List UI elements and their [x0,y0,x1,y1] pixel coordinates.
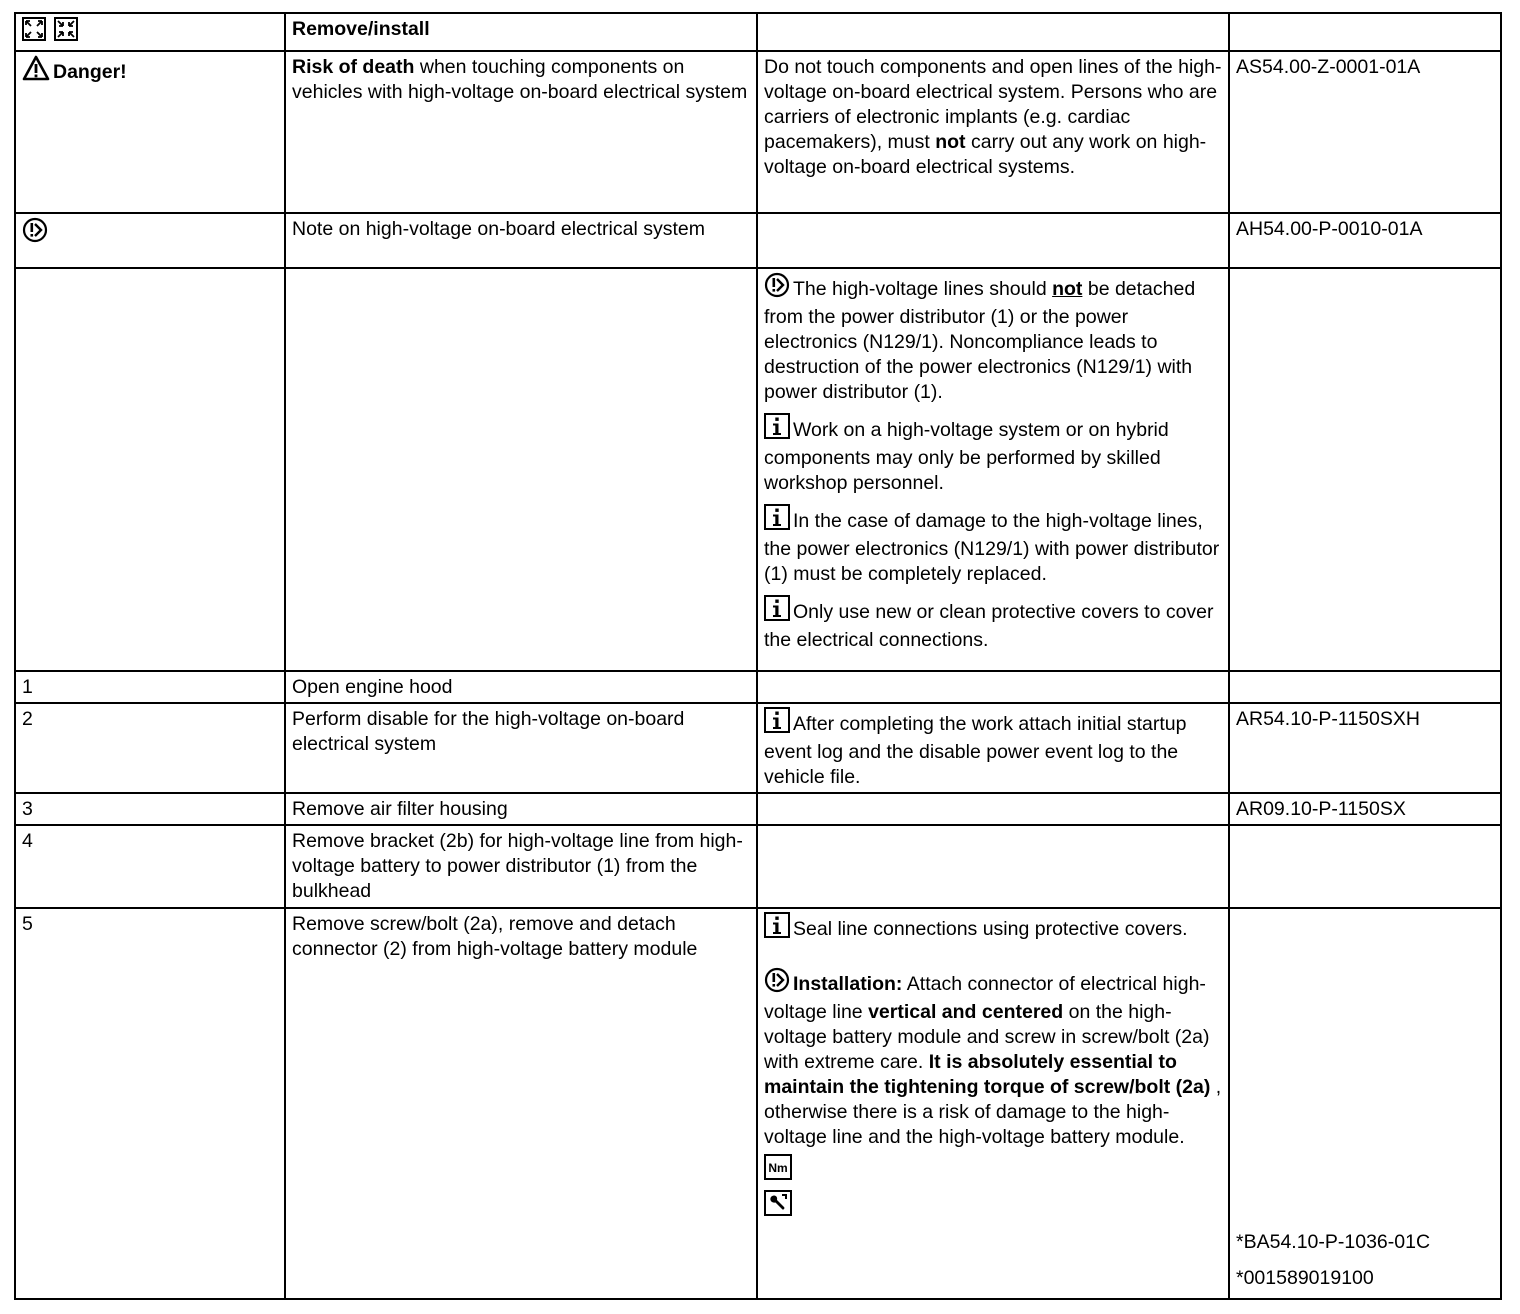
torque-ref[interactable]: *BA54.10-P-1036-01C [1236,1231,1431,1253]
danger-risk-cell [285,51,757,213]
note-1-text-b: be detached from the power distributor (1) or the power electronics (N129/1). Noncompliance leads to destruction of the power electronics (N129/1) with power distributor (1). [764,278,1196,403]
header-icons-cell [15,13,285,51]
note-info-4 [764,595,1222,653]
installation-label: Installation: [793,973,903,995]
torque-row [764,1154,1222,1190]
warning-triangle-icon [22,55,50,88]
procedure-table [14,12,1502,1300]
danger-label-cell [15,51,285,213]
table-row [15,671,1501,703]
step-number: 3 [15,793,285,825]
table-row [15,793,1501,825]
action-text-2: carry out any work on high-voltage on-board electrical systems. [764,131,1207,178]
note-info-2 [764,413,1222,496]
note-caution [764,272,1222,405]
installation-bold-2: It is absolutely essential to maintain the tightening torque of screw/bolt (2a) [764,1051,1211,1098]
step-number: 2 [15,703,285,793]
action-not: not [935,131,966,153]
step-text: Remove bracket (2b) for high-voltage line from high-voltage battery to power distributor (1) from the bulkhead [285,825,757,908]
spacer [764,945,1222,967]
step-text: Perform disable for the high-voltage on-board electrical system [285,703,757,793]
risk-bold: Risk of death [292,56,415,78]
hv-note-icon-cell [15,213,285,268]
note-1-text-a: The high-voltage lines should [793,278,1047,300]
risk-text: when touching components on vehicles with high-voltage on-board electrical system [292,56,748,103]
info-icon [764,504,790,537]
note-2-text: Work on a high-voltage system or on hybrid components may only be performed by skilled workshop personnel. [764,419,1169,494]
torque-icon-label: Nm [768,1161,788,1175]
step-text: Open engine hood [285,671,757,703]
step-5-ref-cell [1229,908,1501,1299]
installation-text-2: on the high-voltage battery module and screw in screw/bolt (2a) with extreme care. [764,1001,1210,1073]
step-number: 1 [15,671,285,703]
header-row [15,13,1501,51]
step-text: Remove screw/bolt (2a), remove and detach connector (2) from high-voltage battery module [285,908,757,1299]
hv-note-row [15,213,1501,268]
step-note [757,703,1229,793]
torque-nm-icon[interactable] [764,1154,792,1187]
installation-note [764,967,1222,1150]
danger-row [15,51,1501,213]
info-icon [764,413,790,446]
step-note [757,671,1229,703]
info-icon [764,595,790,628]
hv-note-empty [757,213,1229,268]
step-note [757,825,1229,908]
caution-circle-icon [22,217,48,250]
step-number: 4 [15,825,285,908]
tool-icon[interactable] [764,1190,792,1223]
notes-cell [757,268,1229,671]
table-row [15,825,1501,908]
step-number: 5 [15,908,285,1299]
step-5-note-cell [757,908,1229,1299]
seal-text: Seal line connections using protective covers. [793,918,1188,940]
installation-text-1: Attach connector of electrical high-voltage line [764,973,1206,1023]
notes-row [15,268,1501,671]
table-row [15,703,1501,793]
note-info-3 [764,504,1222,587]
notes-empty-2 [285,268,757,671]
info-icon [764,912,790,945]
info-icon [764,707,790,740]
step-ref[interactable]: AR54.10-P-1150SXH [1229,703,1501,793]
table-row [15,908,1501,1299]
hv-note-text: Note on high-voltage on-board electrical system [285,213,757,268]
step-ref [1229,671,1501,703]
danger-label: Danger! [53,61,127,83]
note-3-text: In the case of damage to the high-voltage lines, the power electronics (N129/1) with power distributor (1) must be completely replaced. [764,510,1220,585]
step-5-seal-note [764,912,1222,945]
expand-icon[interactable] [22,17,46,48]
note-1-not: not [1052,278,1083,300]
header-title: Remove/install [285,13,757,51]
header-empty-3 [757,13,1229,51]
step-note [757,793,1229,825]
step-ref[interactable]: AR09.10-P-1150SX [1229,793,1501,825]
installation-text-3: , otherwise there is a risk of damage to the high-voltage line and the high-voltage battery module. [764,1076,1222,1148]
tool-row [764,1190,1222,1226]
note-4-text: Only use new or clean protective covers to cover the electrical connections. [764,601,1214,651]
tool-ref[interactable]: *001589019100 [1236,1267,1374,1289]
notes-empty-4 [1229,268,1501,671]
step-ref [1229,825,1501,908]
step-text: Remove air filter housing [285,793,757,825]
step-2-note-text: After completing the work attach initial startup event log and the disable power event log to the vehicle file. [764,713,1187,788]
hv-note-ref[interactable]: AH54.00-P-0010-01A [1229,213,1501,268]
caution-circle-icon [764,967,790,1000]
danger-ref[interactable]: AS54.00-Z-0001-01A [1229,51,1501,213]
header-empty-4 [1229,13,1501,51]
collapse-icon[interactable] [54,17,78,48]
caution-circle-icon [764,272,790,305]
action-text-1: Do not touch components and open lines of the high-voltage on-board electrical system. Persons who are carriers of electronic implants (e.g. cardiac pacemakers), must [764,56,1222,153]
notes-empty-1 [15,268,285,671]
installation-bold-1: vertical and centered [868,1001,1064,1023]
danger-action-cell [757,51,1229,213]
